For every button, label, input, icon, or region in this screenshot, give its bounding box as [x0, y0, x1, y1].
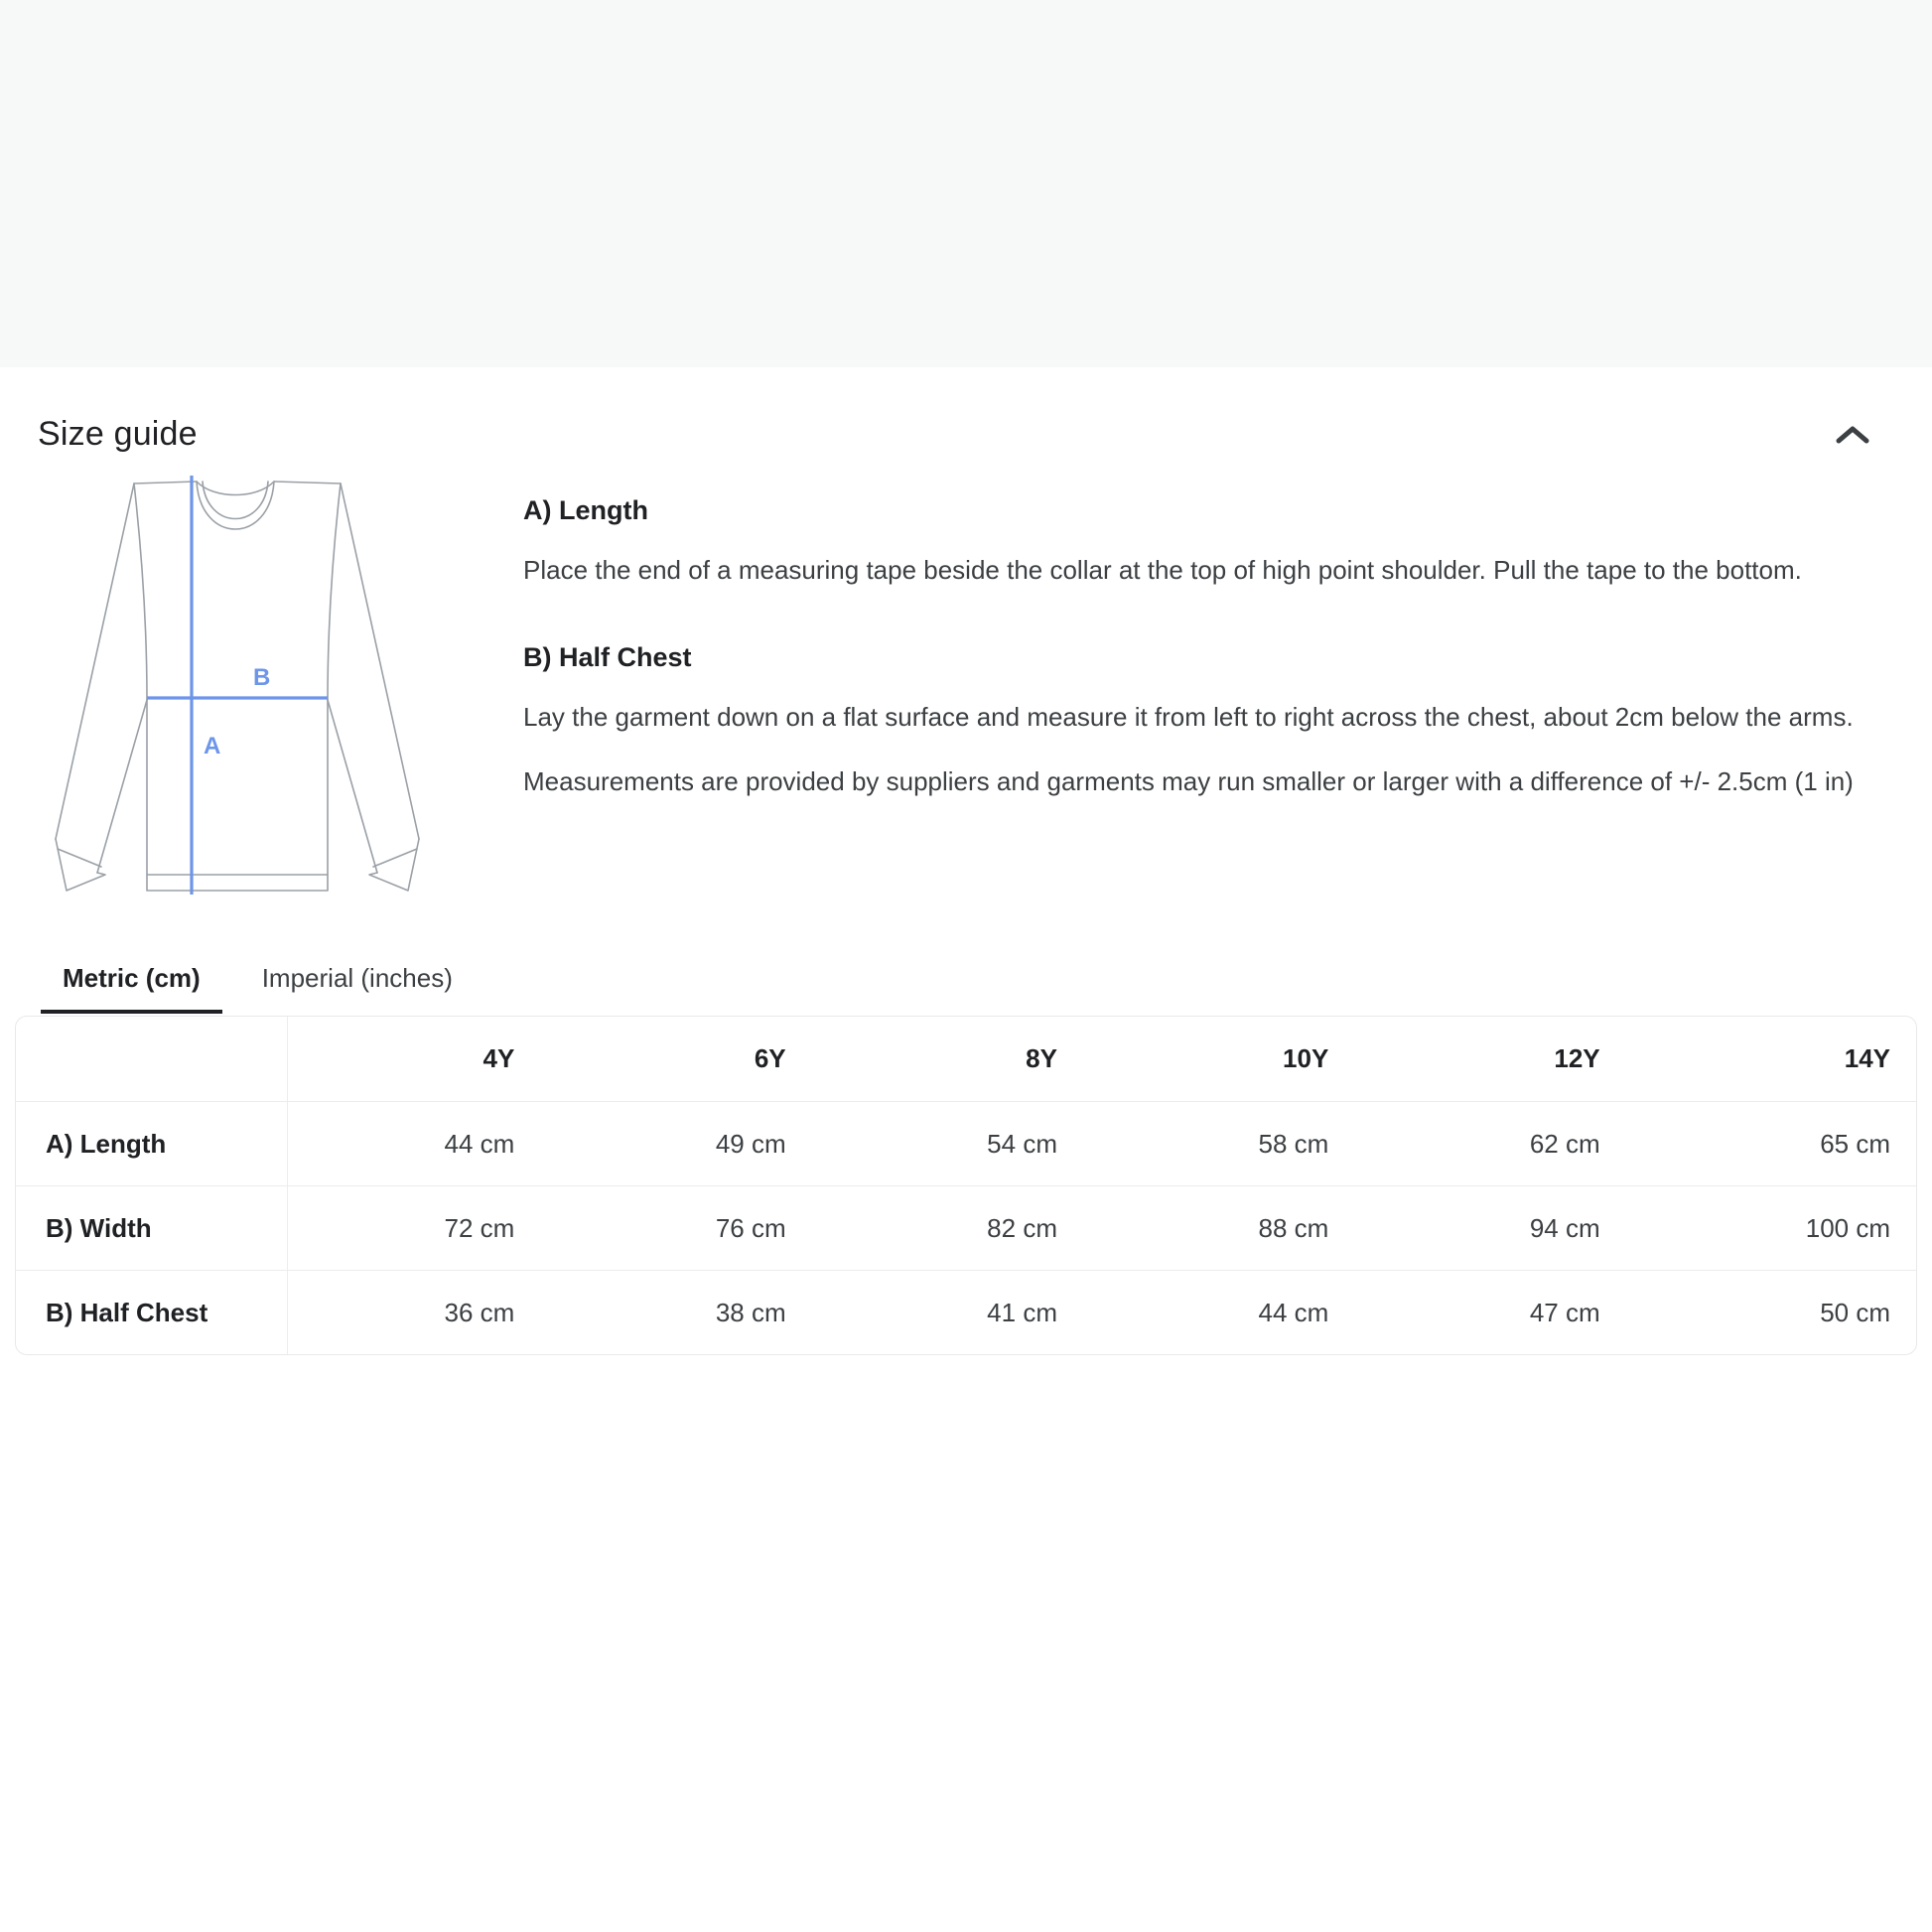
unit-tabs — [41, 963, 1917, 1014]
table-corner-cell — [16, 1017, 288, 1101]
collapse-section-button[interactable] — [1829, 420, 1876, 450]
table-cell: 58 cm — [1102, 1101, 1373, 1185]
table-cell: 49 cm — [559, 1101, 830, 1185]
table-cell: 72 cm — [288, 1185, 559, 1270]
table-cell: 44 cm — [288, 1101, 559, 1185]
table-cell: 76 cm — [559, 1185, 830, 1270]
table-cell: 94 cm — [1373, 1185, 1644, 1270]
long-sleeve-shirt-illustration — [50, 474, 447, 900]
table-cell: 36 cm — [288, 1270, 559, 1354]
page-title: Size guide — [38, 415, 198, 453]
table-cell: 38 cm — [559, 1270, 830, 1354]
length-heading: A) Length — [523, 495, 648, 525]
previous-section-divider — [0, 0, 1932, 367]
size-guide-content — [15, 470, 1917, 905]
row-header: A) Length — [16, 1101, 288, 1185]
table-row-length — [16, 1101, 1916, 1185]
half-chest-description: Lay the garment down on a flat surface and measure it from left to right across the chest, about 2cm below the arms. — [523, 702, 1854, 732]
half-chest-heading: B) Half Chest — [523, 642, 692, 672]
table-cell: 50 cm — [1645, 1270, 1916, 1354]
table-cell: 41 cm — [831, 1270, 1102, 1354]
table-cell: 65 cm — [1645, 1101, 1916, 1185]
column-header-4y: 4Y — [288, 1017, 559, 1101]
table-row-half-chest — [16, 1270, 1916, 1354]
length-label: A — [204, 733, 221, 759]
row-header: B) Width — [16, 1185, 288, 1270]
table-cell: 88 cm — [1102, 1185, 1373, 1270]
table-row-width — [16, 1185, 1916, 1270]
table-cell: 62 cm — [1373, 1101, 1644, 1185]
column-header-12y: 12Y — [1373, 1017, 1644, 1101]
tab-metric-cm[interactable]: Metric (cm) — [41, 963, 222, 1014]
size-guide-header — [38, 415, 1894, 454]
measuring-instructions — [523, 470, 1903, 905]
table-cell: 82 cm — [831, 1185, 1102, 1270]
table-header-row — [16, 1017, 1916, 1101]
table-cell: 44 cm — [1102, 1270, 1373, 1354]
table-cell: 47 cm — [1373, 1270, 1644, 1354]
garment-measurement-diagram — [50, 474, 447, 905]
column-header-10y: 10Y — [1102, 1017, 1373, 1101]
column-header-6y: 6Y — [559, 1017, 830, 1101]
column-header-8y: 8Y — [831, 1017, 1102, 1101]
measurement-disclaimer: Measurements are provided by suppliers and garments may run smaller or larger with a difference of +/- 2.5cm (1 in) — [523, 766, 1854, 796]
half-chest-label: B — [253, 664, 271, 691]
tab-imperial-inches[interactable]: Imperial (inches) — [240, 963, 475, 1014]
size-chart-table — [15, 1016, 1917, 1355]
row-header: B) Half Chest — [16, 1270, 288, 1354]
table-cell: 54 cm — [831, 1101, 1102, 1185]
table-cell: 100 cm — [1645, 1185, 1916, 1270]
column-header-14y: 14Y — [1645, 1017, 1916, 1101]
chevron-up-icon — [1833, 434, 1872, 449]
length-description: Place the end of a measuring tape beside the collar at the top of high point shoulder. Pull the tape to the bottom. — [523, 555, 1802, 585]
size-guide-section — [0, 415, 1932, 1355]
